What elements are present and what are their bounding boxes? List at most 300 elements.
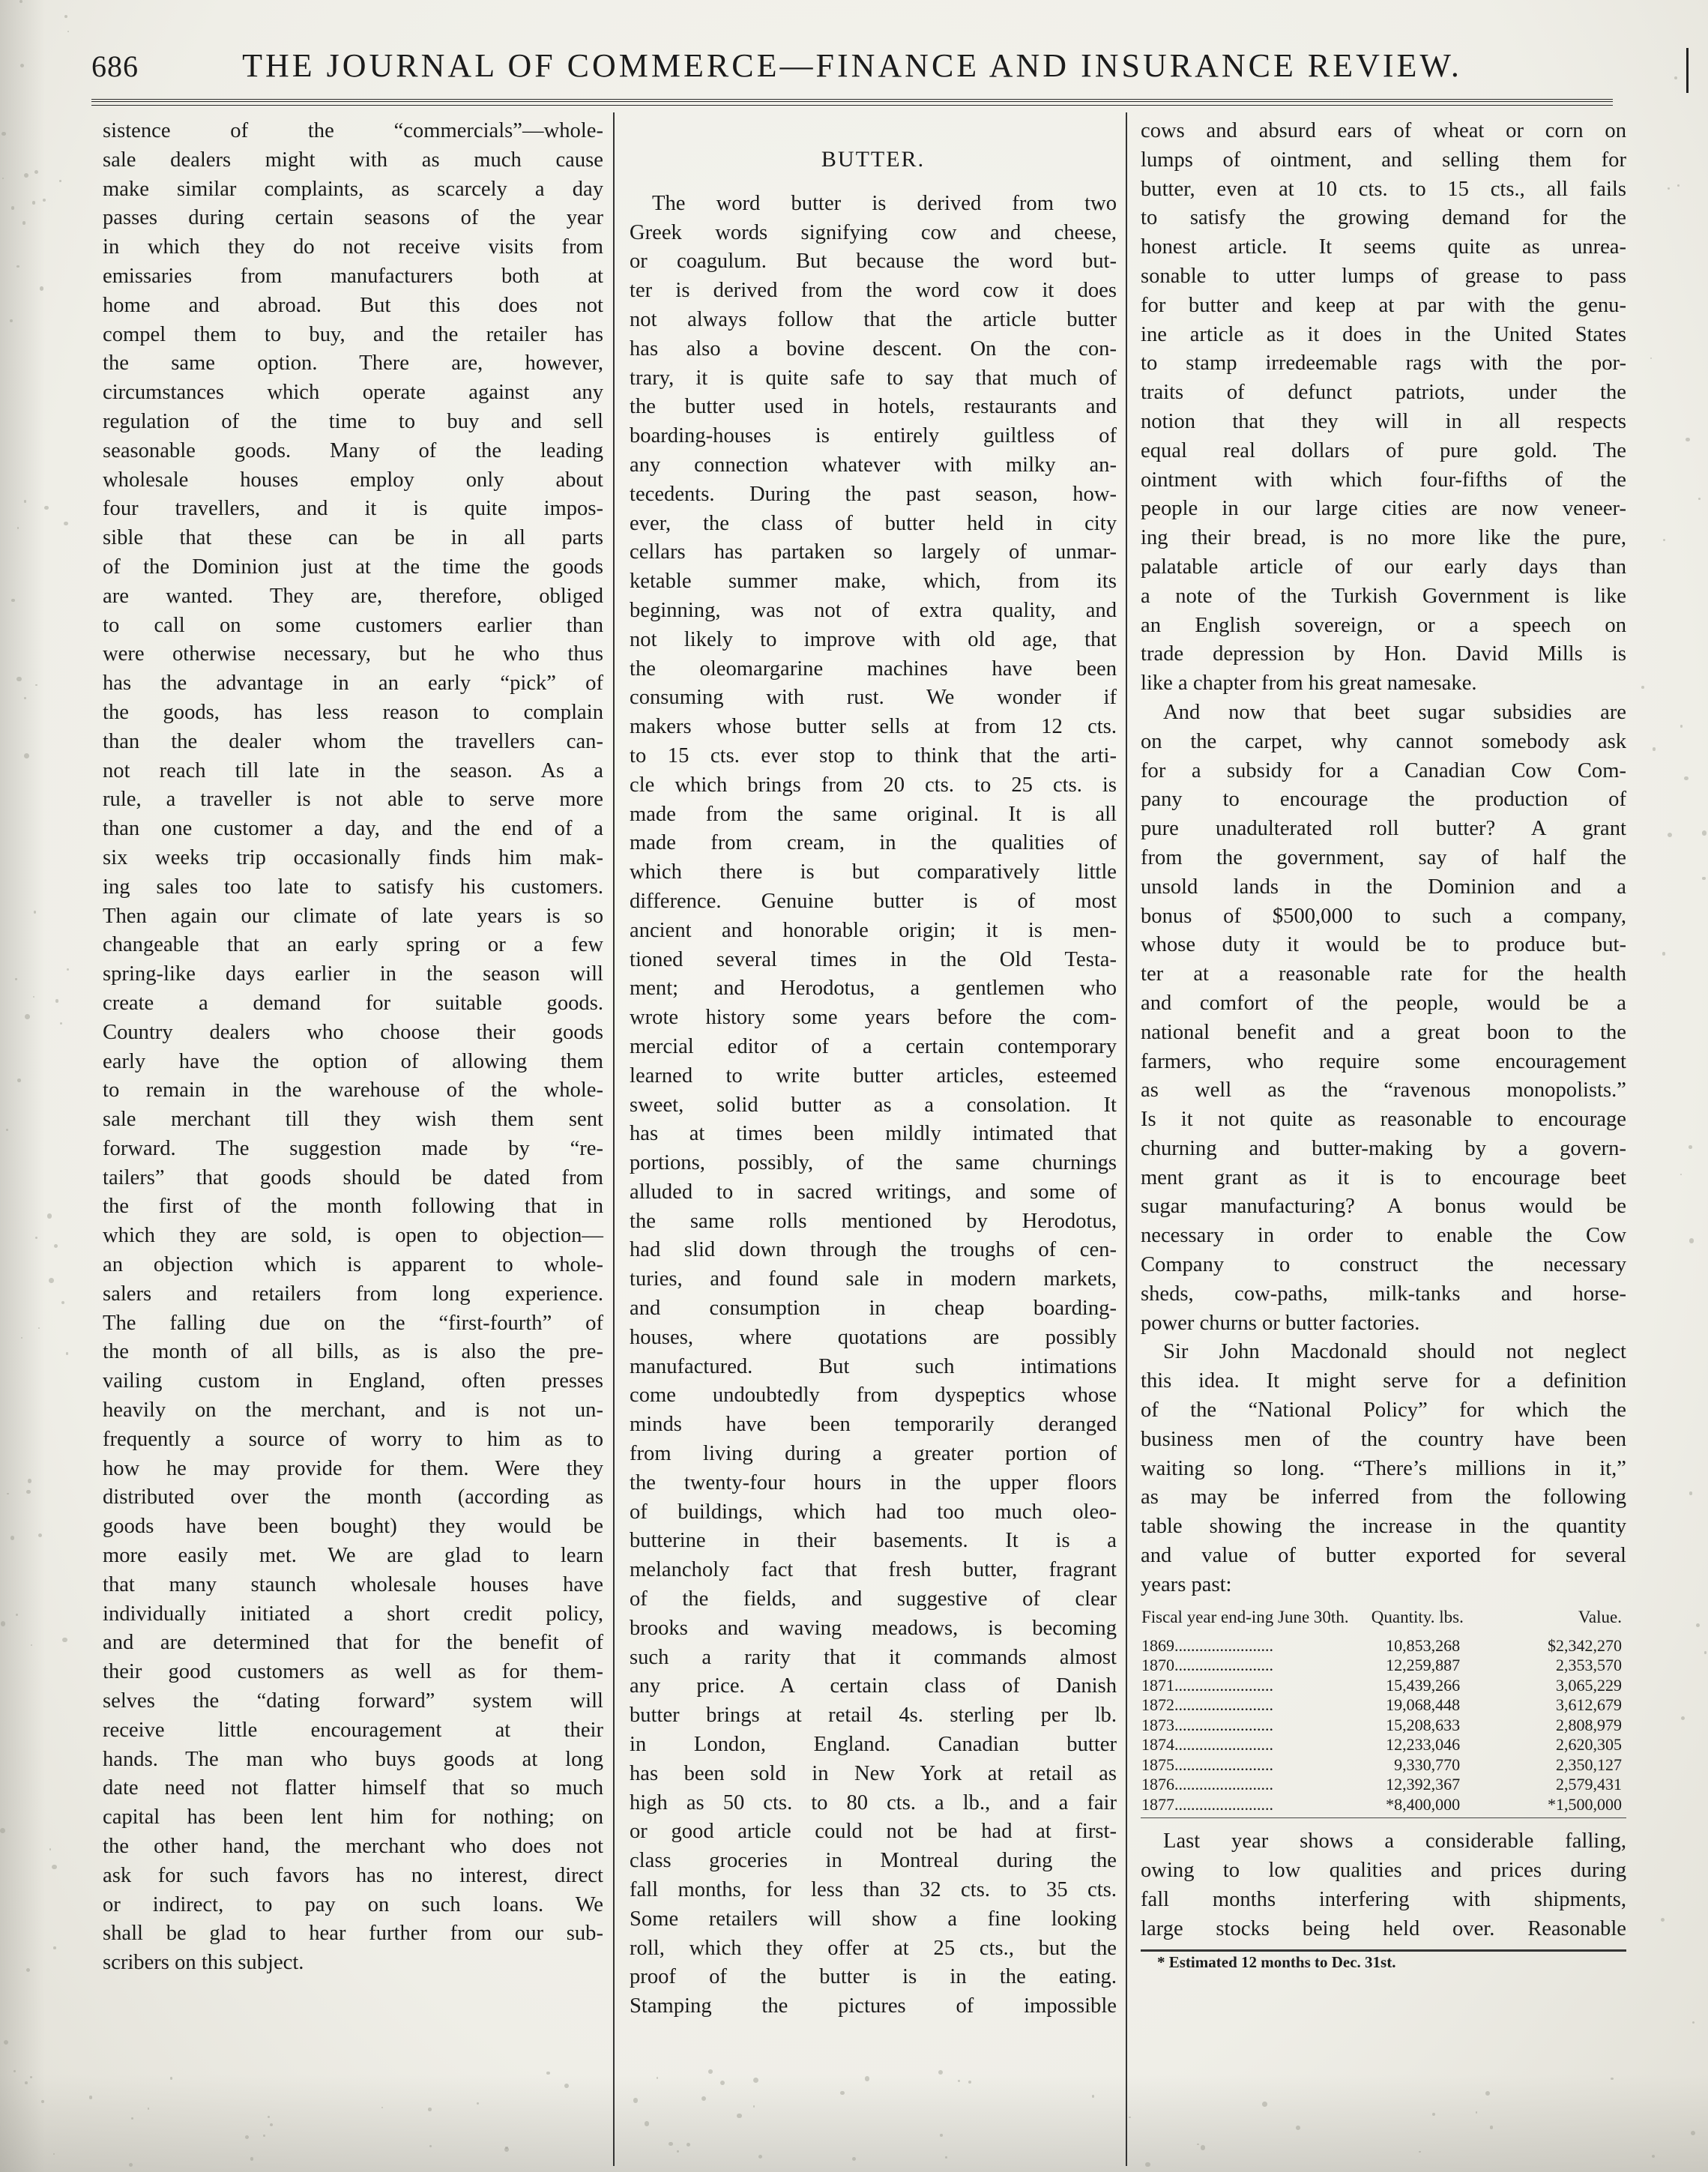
text-line: pure unadulterated roll butter? A grant bbox=[1141, 817, 1626, 841]
text-line: whose duty it would be to produce but- bbox=[1141, 933, 1626, 957]
text-line: how he may provide for them. Were they bbox=[103, 1456, 603, 1480]
paper-speck bbox=[428, 2108, 432, 2111]
text-line: on the carpet, why cannot somebody ask bbox=[1141, 729, 1626, 753]
text-line: to 15 cts. ever stop to think that the arti- bbox=[630, 743, 1117, 767]
paper-speck bbox=[34, 911, 36, 913]
paper-speck bbox=[47, 1213, 52, 1218]
text-line: date need not flatter himself that so much bbox=[103, 1776, 603, 1800]
paper-speck bbox=[1432, 2113, 1435, 2116]
column-divider bbox=[613, 112, 615, 2166]
paper-speck bbox=[15, 978, 16, 980]
text-line: receive little encouragement at their bbox=[103, 1718, 603, 1742]
paper-speck bbox=[1692, 2021, 1695, 2024]
text-line: Is it not quite as reasonable to encourage bbox=[1141, 1108, 1626, 1132]
column-divider bbox=[1126, 112, 1127, 2166]
cell-year: 1876........................ bbox=[1141, 1775, 1273, 1794]
text-line: farmers, who require some encouragement bbox=[1141, 1049, 1626, 1073]
article-heading-butter: BUTTER. bbox=[821, 147, 926, 172]
text-line: has at times been mildly intimated that bbox=[630, 1122, 1117, 1146]
cell-quantity: 12,259,887 bbox=[1386, 1656, 1461, 1675]
text-line: like a chapter from his great namesake. bbox=[1141, 672, 1477, 696]
paper-speck bbox=[1691, 2131, 1695, 2135]
butter-article-conclusion bbox=[1141, 1827, 1626, 1943]
paper-speck bbox=[1129, 2117, 1130, 2118]
text-line: emissaries from manufacturers both at bbox=[103, 264, 603, 288]
text-line: the butter used in hotels, restaurants and bbox=[630, 395, 1117, 419]
text-line: of buildings, which had too much oleo- bbox=[630, 1500, 1117, 1524]
text-line: had slid down through the troughs of cen- bbox=[630, 1238, 1117, 1262]
paper-speck bbox=[66, 1352, 68, 1354]
paper-speck bbox=[546, 2072, 549, 2075]
paper-speck bbox=[564, 2084, 569, 2088]
text-line: made from cream, in the qualities of bbox=[630, 831, 1117, 855]
paper-speck bbox=[30, 2076, 32, 2078]
cell-value: 2,350,127 bbox=[1556, 1755, 1622, 1774]
text-line: notion that they will in all respects bbox=[1141, 409, 1626, 433]
text-line: to satisfy the growing demand for the bbox=[1141, 206, 1626, 230]
text-line: were otherwise necessary, but he who thus bbox=[103, 642, 603, 666]
paper-speck bbox=[62, 1638, 67, 1643]
text-line: such a rarity that it commands almost bbox=[630, 1645, 1117, 1669]
paper-speck bbox=[1663, 539, 1665, 541]
text-line: to remain in the warehouse of the whole- bbox=[103, 1079, 603, 1102]
text-line: the same option. There are, however, bbox=[103, 352, 603, 375]
text-line: come undoubtedly from dyspeptics whose bbox=[630, 1384, 1117, 1408]
paper-speck bbox=[60, 1022, 62, 1025]
butter-exports-table bbox=[1141, 1608, 1626, 1815]
paper-speck bbox=[16, 1614, 18, 1616]
text-line: individually initiated a short credit policy, bbox=[103, 1602, 603, 1626]
paper-speck bbox=[10, 319, 13, 322]
table-footnote: * Estimated 12 months to Dec. 31st. bbox=[1157, 1953, 1396, 1972]
paper-speck bbox=[1702, 830, 1707, 836]
table-header-row bbox=[1141, 1608, 1626, 1636]
text-line: national benefit and a great boon to the bbox=[1141, 1020, 1626, 1044]
text-line: and are determined that for the benefit of bbox=[103, 1631, 603, 1655]
paper-speck bbox=[686, 2143, 690, 2147]
text-line: ointment with which four-fifths of the bbox=[1141, 468, 1626, 492]
cell-year: 1872........................ bbox=[1141, 1695, 1273, 1715]
text-line: ing their bread, is no more like the pure, bbox=[1141, 526, 1626, 550]
paper-speck bbox=[1674, 76, 1677, 79]
paper-speck bbox=[16, 265, 19, 268]
cell-year: 1871........................ bbox=[1141, 1675, 1273, 1695]
table-body bbox=[1141, 1636, 1626, 1815]
text-line: tailers” that goods should be dated from bbox=[103, 1165, 603, 1189]
paper-speck bbox=[35, 684, 37, 686]
text-line: turies, and found sale in modern markets, bbox=[630, 1267, 1117, 1291]
paper-speck bbox=[24, 753, 29, 758]
paper-speck bbox=[504, 2147, 509, 2152]
cell-quantity: 19,068,448 bbox=[1386, 1695, 1461, 1715]
text-line: compel them to buy, and the retailer has bbox=[103, 322, 603, 346]
text-line: salers and retailers from long experience. bbox=[103, 1282, 603, 1306]
paper-speck bbox=[1686, 438, 1690, 442]
text-line: ketable summer make, which, from its bbox=[630, 570, 1117, 594]
text-line: not likely to improve with old age, that bbox=[630, 627, 1117, 651]
text-line: trary, it is quite safe to say that much of bbox=[630, 366, 1117, 390]
paper-speck bbox=[1677, 184, 1680, 187]
paper-speck bbox=[67, 968, 69, 971]
text-line: goods have been bought) they would be bbox=[103, 1515, 603, 1539]
text-line: the month of all bills, as is also the pre- bbox=[103, 1340, 603, 1364]
paper-speck bbox=[250, 2157, 254, 2161]
paper-speck bbox=[64, 522, 68, 526]
text-line: than the dealer whom the travellers can- bbox=[103, 729, 603, 753]
text-line: that many staunch wholesale houses have bbox=[103, 1572, 603, 1596]
header-value: Value. bbox=[1578, 1607, 1622, 1626]
text-line: to stamp irredeemable rags with the por- bbox=[1141, 352, 1626, 375]
paper-speck bbox=[1698, 498, 1701, 500]
text-line: high as 50 cts. to 80 cts. a lb., and a fair bbox=[630, 1791, 1117, 1814]
paper-speck bbox=[49, 1278, 54, 1283]
butter-article-continued bbox=[1141, 117, 1626, 1600]
paper-speck bbox=[32, 201, 35, 204]
cell-year: 1875........................ bbox=[1141, 1755, 1273, 1774]
paper-speck bbox=[1296, 2126, 1300, 2130]
text-line: bonus of $500,000 to such a company, bbox=[1141, 904, 1626, 928]
page-header bbox=[91, 46, 1613, 94]
text-line: power churns or butter factories. bbox=[1141, 1311, 1420, 1335]
text-line: beginning, was not of extra quality, and bbox=[630, 598, 1117, 622]
text-line: seasonable goods. Many of the leading bbox=[103, 438, 603, 462]
cell-value: 2,808,979 bbox=[1556, 1715, 1622, 1734]
text-line: fall months interfering with shipments, bbox=[1141, 1887, 1626, 1911]
header-quantity: Quantity. lbs. bbox=[1371, 1607, 1464, 1626]
cell-year: 1873........................ bbox=[1141, 1715, 1273, 1734]
paper-speck bbox=[41, 2100, 44, 2103]
paper-speck bbox=[1490, 2126, 1493, 2129]
paper-speck bbox=[1689, 1145, 1692, 1149]
cell-quantity: 12,233,046 bbox=[1386, 1735, 1461, 1755]
text-line: for a subsidy for a Canadian Cow Com- bbox=[1141, 758, 1626, 782]
text-line: six weeks trip occasionally finds him mak- bbox=[103, 845, 603, 869]
header-rule bbox=[91, 99, 1613, 102]
paper-speck bbox=[677, 2150, 678, 2152]
text-line: sale merchant till they wish them sent bbox=[103, 1108, 603, 1132]
text-line: the same rolls mentioned by Herodotus, bbox=[630, 1209, 1117, 1233]
butter-article-body bbox=[630, 190, 1117, 2021]
paper-speck bbox=[1197, 2144, 1198, 2145]
text-line: in London, England. Canadian butter bbox=[630, 1733, 1117, 1757]
table-bottom-rule bbox=[1141, 1817, 1626, 1818]
text-line: traits of defunct patriots, under the bbox=[1141, 381, 1626, 405]
text-line: Sir John Macdonald should not neglect bbox=[1163, 1340, 1626, 1364]
text-line: not reach till late in the season. As a bbox=[103, 758, 603, 782]
text-line: to call on some customers earlier than bbox=[103, 613, 603, 637]
text-line: which they are sold, is open to objection— bbox=[103, 1224, 603, 1248]
text-line: rule, a traveller is not able to serve more bbox=[103, 788, 603, 812]
cell-quantity: *8,400,000 bbox=[1386, 1794, 1461, 1814]
paper-speck bbox=[1661, 1918, 1665, 1922]
article-column-3 bbox=[1141, 117, 1626, 1973]
text-line: wholesale houses employ only about bbox=[103, 468, 603, 492]
text-line: The word butter is derived from two bbox=[652, 191, 1117, 215]
text-line: palatable article of our early days than bbox=[1141, 555, 1626, 579]
text-line: minds have been temporarily deranged bbox=[630, 1413, 1117, 1437]
text-line: in which they do not receive visits from bbox=[103, 235, 603, 259]
paper-speck bbox=[1680, 725, 1683, 728]
text-line: mercial editor of a certain contemporary bbox=[630, 1034, 1117, 1058]
text-line: this idea. It might serve for a definition bbox=[1141, 1369, 1626, 1393]
text-line: roll, which they offer at 25 cts., but the bbox=[630, 1936, 1117, 1960]
text-line: trade depression by Hon. David Mills is bbox=[1141, 642, 1626, 666]
paper-speck bbox=[40, 286, 44, 291]
text-line: butter brings at retail 4s. sterling per lb. bbox=[630, 1704, 1117, 1728]
text-line: difference. Genuine butter is of most bbox=[630, 889, 1117, 913]
paper-speck bbox=[263, 2135, 265, 2137]
text-line: ment grant as it is to encourage beet bbox=[1141, 1165, 1626, 1189]
text-line: spring-like days earlier in the season will bbox=[103, 962, 603, 986]
text-line: Some retailers will show a fine looking bbox=[630, 1907, 1117, 1931]
text-line: any connection whatever with milky an- bbox=[630, 453, 1117, 477]
paper-speck bbox=[1668, 833, 1672, 837]
paper-speck bbox=[753, 2078, 758, 2083]
text-line: the other hand, the merchant who does not bbox=[103, 1835, 603, 1859]
paper-speck bbox=[865, 2076, 869, 2081]
paper-speck bbox=[1668, 187, 1670, 190]
text-line: distributed over the month (according as bbox=[103, 1485, 603, 1509]
text-line: learned to write butter articles, esteemed bbox=[630, 1064, 1117, 1087]
paper-speck bbox=[129, 2163, 133, 2167]
text-line: business men of the country have been bbox=[1141, 1427, 1626, 1451]
paper-speck bbox=[429, 2145, 432, 2147]
paper-speck bbox=[1641, 686, 1644, 689]
text-line: unsold lands in the Dominion and a bbox=[1141, 875, 1626, 899]
paper-speck bbox=[633, 2098, 639, 2103]
table-row bbox=[1141, 1676, 1626, 1696]
cell-quantity: 10,853,268 bbox=[1386, 1635, 1461, 1655]
text-line: ter at a reasonable rate for the health bbox=[1141, 962, 1626, 986]
text-line: scribers on this subject. bbox=[103, 1951, 304, 1975]
paper-speck bbox=[477, 2102, 479, 2105]
text-line: circumstances which operate against any bbox=[103, 381, 603, 405]
article-column-2 bbox=[630, 117, 1117, 2021]
cell-value: 3,612,679 bbox=[1556, 1695, 1622, 1715]
text-line: sugar manufacturing? A bonus would be bbox=[1141, 1195, 1626, 1219]
paper-speck bbox=[131, 2117, 133, 2120]
paper-speck bbox=[28, 1479, 31, 1482]
text-line: ancient and honorable origin; it is men- bbox=[630, 918, 1117, 942]
text-line: necessary in order to enable the Cow bbox=[1141, 1224, 1626, 1248]
cell-year: 1869........................ bbox=[1141, 1635, 1273, 1655]
text-line: heavily on the merchant, and is not un- bbox=[103, 1399, 603, 1423]
paper-speck bbox=[1650, 358, 1652, 359]
paper-speck bbox=[1681, 1716, 1686, 1721]
page-number: 686 bbox=[91, 49, 139, 83]
cell-value: 2,579,431 bbox=[1556, 1775, 1622, 1794]
paper-speck bbox=[1680, 1174, 1682, 1175]
cell-quantity: 9,330,770 bbox=[1394, 1755, 1461, 1774]
text-line: ter is derived from the word cow it does bbox=[630, 279, 1117, 303]
text-line: or indirect, to pay on such loans. We bbox=[103, 1892, 603, 1916]
text-line: sheds, cow-paths, milk-tanks and horse- bbox=[1141, 1282, 1626, 1306]
text-line: consuming with rust. We wonder if bbox=[630, 686, 1117, 710]
paper-speck bbox=[708, 2069, 713, 2074]
paper-speck bbox=[1702, 877, 1706, 881]
text-line: from living during a greater portion of bbox=[630, 1442, 1117, 1466]
text-line: pany to encourage the production of bbox=[1141, 788, 1626, 812]
text-line: the twenty-four hours in the upper floors bbox=[630, 1470, 1117, 1494]
paper-speck bbox=[1653, 747, 1656, 750]
text-line: cle which brings from 20 cts. to 25 cts. is bbox=[630, 773, 1117, 797]
cell-quantity: 12,392,367 bbox=[1386, 1775, 1461, 1794]
text-line: sweet, solid butter as a consolation. It bbox=[630, 1093, 1117, 1117]
text-line: which there is but comparatively little bbox=[630, 860, 1117, 884]
text-line: passes during certain seasons of the year bbox=[103, 206, 603, 230]
text-line: portions, possibly, of the same churnings bbox=[630, 1151, 1117, 1175]
text-line: sible that these can be in all parts bbox=[103, 526, 603, 550]
paper-speck bbox=[24, 697, 26, 699]
paper-speck bbox=[945, 2156, 947, 2159]
header-fiscal-year: Fiscal year end-ing June 30th. bbox=[1141, 1607, 1349, 1626]
text-line: melancholy fact that fresh butter, fragrant bbox=[630, 1558, 1117, 1582]
text-line: proof of the butter is in the eating. bbox=[630, 1965, 1117, 1989]
table-row bbox=[1141, 1716, 1626, 1736]
margin-mark bbox=[1686, 48, 1689, 93]
cell-quantity: 15,439,266 bbox=[1386, 1675, 1461, 1695]
text-line: an objection which is apparent to whole- bbox=[103, 1253, 603, 1277]
text-line: the goods, has less reason to complain bbox=[103, 700, 603, 724]
text-line: hands. The man who buys goods at long bbox=[103, 1747, 603, 1771]
paper-speck bbox=[940, 2134, 942, 2136]
text-line: And now that beet sugar subsidies are bbox=[1163, 700, 1626, 724]
paper-speck bbox=[49, 1848, 51, 1850]
text-line: forward. The suggestion made by “re- bbox=[103, 1136, 603, 1160]
paper-speck bbox=[22, 221, 25, 224]
text-line: of the Dominion just at the time the goods bbox=[103, 555, 603, 579]
text-line: honest article. It seems quite as unrea- bbox=[1141, 235, 1626, 259]
paper-speck bbox=[52, 1865, 57, 1870]
page-edge-shadow bbox=[0, 0, 45, 2172]
table-row bbox=[1141, 1775, 1626, 1795]
text-line: boarding-houses is entirely guiltless of bbox=[630, 424, 1117, 448]
paper-speck bbox=[1, 1621, 5, 1626]
paper-speck bbox=[43, 199, 46, 202]
text-line: an English sovereign, or a speech on bbox=[1141, 613, 1626, 637]
text-line: large stocks being held over. Reasonable bbox=[1141, 1916, 1626, 1940]
text-line: ing sales too late to satisfy his customers. bbox=[103, 875, 603, 899]
text-line: and consumption in cheap boarding- bbox=[630, 1297, 1117, 1321]
text-line: more easily met. We are glad to learn bbox=[103, 1544, 603, 1568]
text-line: home and abroad. But this does not bbox=[103, 293, 603, 317]
text-line: or good article could not be had at first- bbox=[630, 1820, 1117, 1844]
text-line: fall months, for less than 32 cts. to 35 cts. bbox=[630, 1878, 1117, 1902]
paper-speck bbox=[53, 1946, 55, 1949]
paper-speck bbox=[1201, 2145, 1206, 2150]
text-line: of the “National Policy” for which the bbox=[1141, 1399, 1626, 1423]
paper-speck bbox=[61, 1301, 64, 1304]
text-line: capital has been lent him for nothing; on bbox=[103, 1806, 603, 1829]
text-line: ask for such favors has no interest, direct bbox=[103, 1863, 603, 1887]
text-line: has the advantage in an early “pick” of bbox=[103, 672, 603, 696]
paper-speck bbox=[59, 180, 61, 181]
text-line: the first of the month following that in bbox=[103, 1195, 603, 1219]
paper-speck bbox=[10, 1536, 14, 1539]
text-line: the oleomargarine machines have been bbox=[630, 657, 1117, 681]
paper-speck bbox=[55, 999, 59, 1003]
text-line: make similar complaints, as scarcely a day bbox=[103, 177, 603, 201]
text-line: of the fields, and suggestive of clear bbox=[630, 1587, 1117, 1611]
text-line: not always follow that the article butter bbox=[630, 307, 1117, 331]
paper-speck bbox=[1696, 1623, 1700, 1627]
text-line: made from the same original. It is all bbox=[630, 802, 1117, 826]
text-line: from the government, say of half the bbox=[1141, 845, 1626, 869]
text-line: cellars has partaken so largely of unmar- bbox=[630, 540, 1117, 564]
paper-speck bbox=[1704, 1651, 1707, 1653]
text-line: changeable that an early spring or a few bbox=[103, 933, 603, 957]
text-line: ine article as it does in the United States bbox=[1141, 322, 1626, 346]
paper-speck bbox=[737, 2114, 741, 2118]
text-line: shall be glad to hear further from our sub- bbox=[103, 1922, 603, 1946]
paper-speck bbox=[170, 2077, 173, 2080]
cell-value: 2,353,570 bbox=[1556, 1656, 1622, 1675]
text-line: a note of the Turkish Government is like bbox=[1141, 584, 1626, 608]
text-line: manufactured. But such intimations bbox=[630, 1354, 1117, 1378]
paper-speck bbox=[840, 2091, 844, 2095]
text-line: than one customer a day, and the end of a bbox=[103, 817, 603, 841]
text-line: and value of butter exported for several bbox=[1141, 1544, 1626, 1568]
text-line: has been sold in New York at retail as bbox=[630, 1761, 1117, 1785]
text-line: frequently a source of worry to him as to bbox=[103, 1427, 603, 1451]
table-row bbox=[1141, 1795, 1626, 1815]
cell-value: 3,065,229 bbox=[1556, 1675, 1622, 1695]
cell-quantity: 15,208,633 bbox=[1386, 1715, 1461, 1734]
text-line: years past: bbox=[1141, 1572, 1232, 1596]
text-line: vailing custom in England, often presses bbox=[103, 1369, 603, 1393]
text-line: ment; and Herodotus, a gentlemen who bbox=[630, 977, 1117, 1001]
table-row bbox=[1141, 1656, 1626, 1676]
text-line: tioned several times in the Old Testa- bbox=[630, 947, 1117, 971]
text-line: has also a bovine descent. On the con- bbox=[630, 337, 1117, 361]
text-line: any price. A certain class of Danish bbox=[630, 1674, 1117, 1698]
paper-speck bbox=[26, 1968, 30, 1972]
table-row bbox=[1141, 1755, 1626, 1776]
table-row bbox=[1141, 1636, 1626, 1656]
text-line: their good customers as well as for them- bbox=[103, 1660, 603, 1684]
text-line: for butter and keep at par with the genu- bbox=[1141, 293, 1626, 317]
text-line: Stamping the pictures of impossible bbox=[630, 1994, 1117, 2018]
table-row bbox=[1141, 1695, 1626, 1716]
paper-speck bbox=[25, 2081, 28, 2084]
text-line: waiting so long. “There’s millions in it,” bbox=[1141, 1456, 1626, 1480]
cell-value: *1,500,000 bbox=[1548, 1794, 1622, 1814]
text-line: Greek words signifying cow and cheese, bbox=[630, 220, 1117, 244]
text-line: lumps of ointment, and selling them for bbox=[1141, 148, 1626, 172]
text-line: early have the option of allowing them bbox=[103, 1049, 603, 1073]
header-rule-thin bbox=[91, 105, 1613, 106]
text-line: class groceries in Montreal during the bbox=[630, 1849, 1117, 1873]
paper-speck bbox=[11, 206, 15, 210]
paper-speck bbox=[67, 31, 69, 32]
paper-speck bbox=[1145, 2162, 1150, 2167]
paper-speck bbox=[1689, 1491, 1693, 1495]
text-line: sistence of the “commercials”—whole- bbox=[103, 119, 603, 142]
text-line: cows and absurd ears of wheat or corn on bbox=[1141, 119, 1626, 142]
article-column-1 bbox=[103, 117, 603, 1978]
paper-speck bbox=[1662, 952, 1665, 955]
paper-speck bbox=[1262, 2102, 1267, 2107]
paper-speck bbox=[33, 996, 34, 998]
cell-year: 1877........................ bbox=[1141, 1794, 1273, 1814]
paper-speck bbox=[64, 15, 67, 18]
text-line: Company to construct the necessary bbox=[1141, 1253, 1626, 1277]
cell-value: 2,620,305 bbox=[1556, 1735, 1622, 1755]
text-line: butter, even at 10 cts. to 15 cts., all fails bbox=[1141, 177, 1626, 201]
paper-speck bbox=[645, 2121, 650, 2126]
text-line: makers whose butter sells at from 12 cts. bbox=[630, 715, 1117, 739]
text-line: equal real dollars of pure gold. The bbox=[1141, 438, 1626, 462]
